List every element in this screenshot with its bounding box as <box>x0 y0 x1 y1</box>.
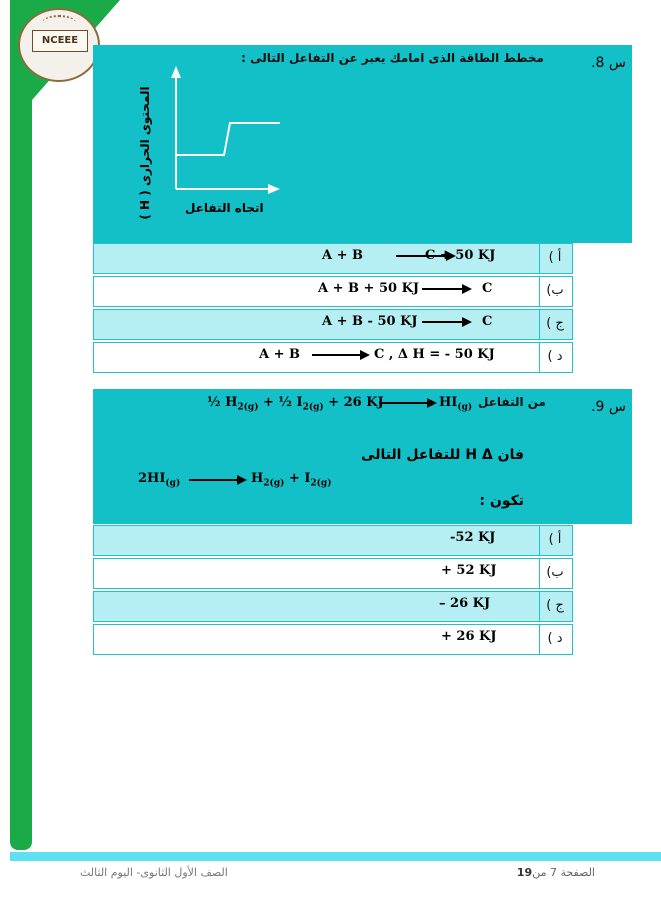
eq2-h2-sub: 2(g) <box>263 478 285 489</box>
arrow-icon <box>189 475 247 485</box>
footer-rule <box>10 852 661 861</box>
left-green-bar <box>10 0 32 850</box>
row-divider <box>539 244 540 273</box>
page-number-text: الصفحة 7 من <box>532 866 595 879</box>
eq1-hi: HI <box>439 395 458 410</box>
energy-curve <box>176 123 280 155</box>
row-divider <box>539 625 540 654</box>
q9-tail: تكون : <box>479 493 524 509</box>
q8-option-b[interactable] <box>93 276 573 307</box>
q9-equation-2-left <box>138 471 180 489</box>
q9-option-c[interactable] <box>93 591 573 622</box>
logo-text: NCEEE <box>32 30 88 52</box>
row-divider <box>539 310 540 339</box>
q8-b-letter: ب) <box>546 283 564 298</box>
eq2-i2-sub: 2(g) <box>310 478 332 489</box>
eq1-h2-sub: 2(g) <box>237 402 259 413</box>
q8-d-products: C , Δ H = - 50 KJ <box>374 347 495 362</box>
q9-c-value: – 26 KJ <box>439 596 491 611</box>
row-divider <box>539 277 540 306</box>
arrow-icon <box>422 317 472 327</box>
q9-eq1-product <box>439 395 472 413</box>
nceee-logo <box>18 8 100 82</box>
row-divider <box>539 343 540 372</box>
q9-prompt: فان H Δ للتفاعل التالى <box>361 447 524 463</box>
eq2-h2: H <box>251 471 264 486</box>
arrow-icon <box>379 398 437 408</box>
q9-label: س 9. <box>591 399 626 415</box>
q9-a-letter: أ ) <box>548 532 562 547</box>
q9-equation-2-right <box>251 471 331 489</box>
q9-a-value: -52 KJ <box>450 530 496 545</box>
page-number <box>517 866 595 879</box>
q9-d-letter: د ) <box>547 631 563 646</box>
q9-b-letter: ب) <box>546 565 564 580</box>
q8-b-reactants: A + B + 50 KJ <box>318 281 420 296</box>
q9-d-value: + 26 KJ <box>441 629 497 644</box>
graph-ylabel: المحتوى الحرارى ( H ) <box>138 86 152 220</box>
q9-b-value: + 52 KJ <box>441 563 497 578</box>
eq1-energy: + 26 KJ <box>323 395 384 410</box>
q9-c-letter: ج ) <box>546 598 564 613</box>
row-divider <box>539 526 540 555</box>
eq1-i2-sub: 2(g) <box>302 402 324 413</box>
page-total: 19 <box>516 866 533 879</box>
x-axis-arrowhead <box>268 184 280 194</box>
q8-d-reactants: A + B <box>259 347 301 362</box>
q8-a-products: C + 50 KJ <box>425 248 496 263</box>
eq2-2hi: 2HI <box>138 471 166 486</box>
eq2-i2: + I <box>284 471 311 486</box>
q8-a-letter: أ ) <box>548 250 562 265</box>
arrow-icon <box>422 284 472 294</box>
footer-grade: الصف الأول الثانوى- اليوم الثالث <box>80 866 228 879</box>
q9-from-reaction: من التفاعل <box>478 395 546 409</box>
row-divider <box>539 592 540 621</box>
q9-equation-1 <box>207 395 384 413</box>
q8-a-reactants: A + B <box>322 248 364 263</box>
q8-title: مخطط الطاقة الذى امامك يعبر عن التفاعل التالى : <box>241 51 544 65</box>
q8-c-products: C <box>482 314 493 329</box>
row-divider <box>539 559 540 588</box>
arrow-icon <box>312 350 370 360</box>
q8-option-a[interactable] <box>93 243 573 274</box>
logo-rays <box>42 15 76 31</box>
q8-d-letter: د ) <box>547 349 563 364</box>
q9-option-b[interactable] <box>93 558 573 589</box>
q8-c-letter: ج ) <box>546 316 564 331</box>
q8-b-products: C <box>482 281 493 296</box>
graph-xlabel: اتجاه التفاعل <box>185 201 264 215</box>
q8-label: س 8. <box>591 55 626 71</box>
q9-option-a[interactable] <box>93 525 573 556</box>
eq1-h2: ½ H <box>207 395 238 410</box>
q9-panel <box>93 389 632 524</box>
q8-c-reactants: A + B - 50 KJ <box>322 314 418 329</box>
q9-option-d[interactable] <box>93 624 573 655</box>
q8-option-c[interactable] <box>93 309 573 340</box>
q8-panel <box>93 45 632 243</box>
eq2-2hi-sub: (g) <box>165 478 181 489</box>
eq1-hi-sub: (g) <box>457 402 473 413</box>
q8-option-d[interactable] <box>93 342 573 373</box>
eq1-i2: + ½ I <box>258 395 303 410</box>
